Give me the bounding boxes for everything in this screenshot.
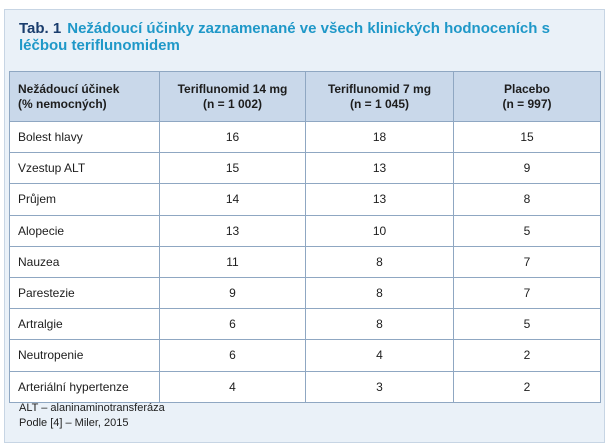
cell-teriflunomide-14mg: 4: [160, 371, 306, 402]
row-label: Arteriální hypertenze: [10, 371, 160, 402]
row-label: Nauzea: [10, 246, 160, 277]
cell-teriflunomide-7mg: 10: [306, 215, 454, 246]
row-label: Artralgie: [10, 309, 160, 340]
cell-teriflunomide-7mg: 18: [306, 122, 454, 153]
cell-placebo: 2: [454, 371, 601, 402]
row-label: Parestezie: [10, 277, 160, 308]
cell-teriflunomide-7mg: 8: [306, 246, 454, 277]
table-row: [10, 371, 601, 402]
data-table-wrapper: [9, 71, 600, 403]
header-row: [10, 72, 601, 122]
cell-placebo: 7: [454, 246, 601, 277]
row-label: Neutropenie: [10, 340, 160, 371]
table-row: [10, 122, 601, 153]
cell-teriflunomide-7mg: 13: [306, 153, 454, 184]
table-row: [10, 246, 601, 277]
table-row: [10, 184, 601, 215]
cell-placebo: 2: [454, 340, 601, 371]
header-teriflunomide-7mg: [306, 72, 454, 122]
cell-teriflunomide-7mg: 3: [306, 371, 454, 402]
adverse-effects-table: [9, 71, 601, 403]
cell-placebo: 5: [454, 215, 601, 246]
cell-teriflunomide-14mg: 16: [160, 122, 306, 153]
cell-teriflunomide-7mg: 13: [306, 184, 454, 215]
cell-placebo: 15: [454, 122, 601, 153]
cell-placebo: 7: [454, 277, 601, 308]
row-label: Alopecie: [10, 215, 160, 246]
cell-teriflunomide-7mg: 8: [306, 309, 454, 340]
footnote-abbreviation: ALT – alaninaminotransferáza: [19, 402, 165, 414]
table-title: Nežádoucí účinky zaznamenané ve všech klinických hodnoceních s léčbou teriflunomidem: [19, 20, 550, 54]
header-line2: (n = 1 045): [349, 96, 410, 111]
cell-teriflunomide-14mg: 6: [160, 340, 306, 371]
table-card: [4, 9, 605, 443]
cell-teriflunomide-14mg: 11: [160, 246, 306, 277]
cell-teriflunomide-7mg: 4: [306, 340, 454, 371]
table-row: [10, 153, 601, 184]
cell-placebo: 9: [454, 153, 601, 184]
header-placebo: [454, 72, 601, 122]
header-line2: (% nemocných): [18, 96, 107, 111]
header-line1: Placebo: [503, 81, 551, 96]
row-label: Bolest hlavy: [10, 122, 160, 153]
table-row: [10, 340, 601, 371]
header-teriflunomide-14mg: [160, 72, 306, 122]
table-number: Tab. 1: [19, 20, 62, 37]
cell-teriflunomide-14mg: 6: [160, 309, 306, 340]
table-row: [10, 215, 601, 246]
cell-teriflunomide-14mg: 9: [160, 277, 306, 308]
cell-teriflunomide-7mg: 8: [306, 277, 454, 308]
header-line1: Teriflunomid 7 mg: [327, 81, 432, 96]
table-row: [10, 277, 601, 308]
cell-placebo: 5: [454, 309, 601, 340]
cell-teriflunomide-14mg: 14: [160, 184, 306, 215]
header-line1: Teriflunomid 14 mg: [177, 81, 288, 96]
header-line1: Nežádoucí účinek: [18, 81, 120, 96]
table-row: [10, 309, 601, 340]
cell-teriflunomide-14mg: 15: [160, 153, 306, 184]
cell-teriflunomide-14mg: 13: [160, 215, 306, 246]
table-footnotes: [19, 401, 165, 431]
header-line2: (n = 1 002): [202, 96, 263, 111]
cell-placebo: 8: [454, 184, 601, 215]
row-label: Průjem: [10, 184, 160, 215]
header-line2: (n = 997): [502, 96, 552, 111]
footnote-source: Podle [4] – Miler, 2015: [19, 417, 129, 429]
header-adverse-effect: [10, 72, 160, 122]
row-label: Vzestup ALT: [10, 153, 160, 184]
table-caption: [19, 20, 599, 54]
